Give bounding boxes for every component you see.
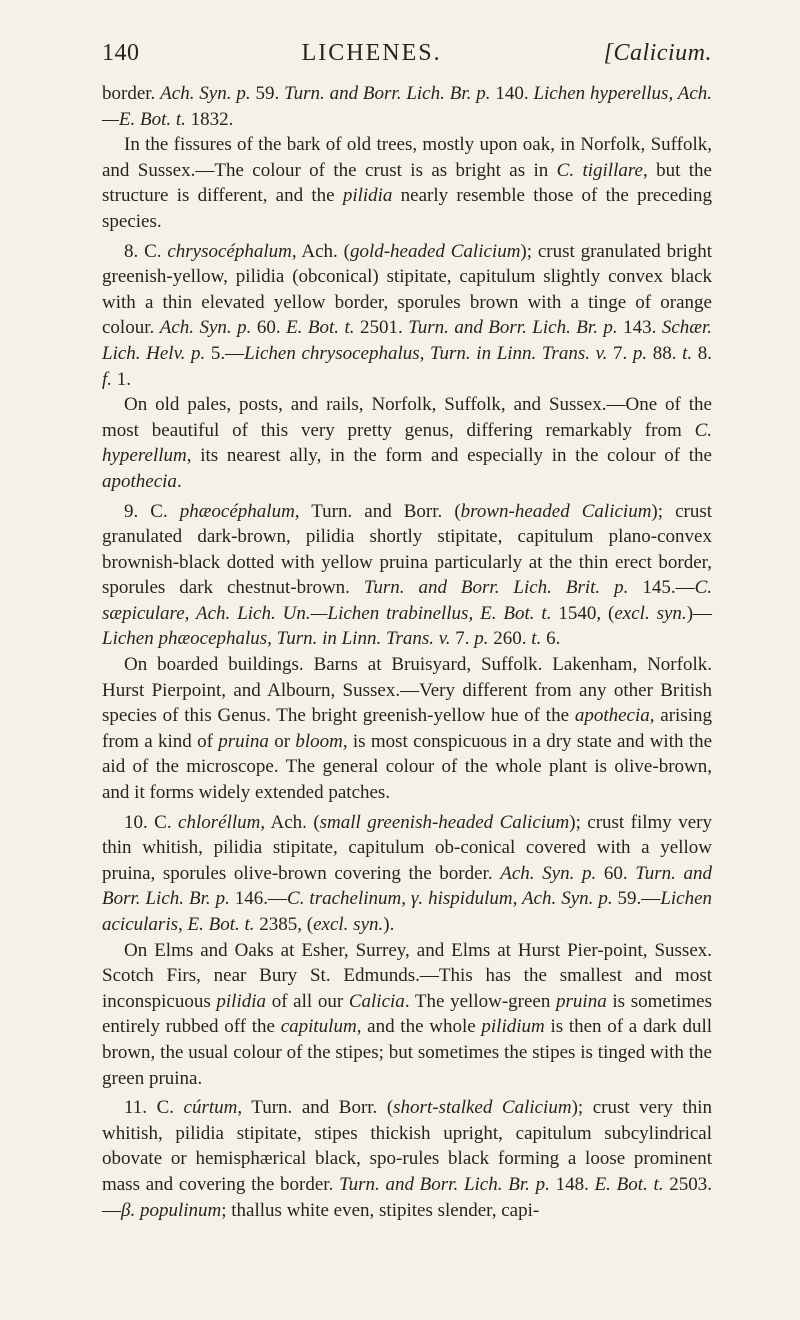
text-run: excl. syn. [313,914,384,935]
text-run: pruina [556,990,607,1012]
text-run: apothecia [102,470,177,492]
paragraph-p1 [102,81,712,132]
text-run: 1832. [185,108,234,130]
text-run: 140. [490,83,534,104]
paragraph-p8 [102,938,712,1092]
text-run: pilidium [481,1016,545,1038]
text-run: 6. [541,628,561,650]
paragraph-p2 [102,132,712,234]
text-run: E. Bot. t. [286,317,355,339]
text-run: C. tigillare [556,159,643,181]
text-run: ). [383,914,395,935]
text-run: 5.— [205,342,245,364]
text-run: p. [632,342,648,364]
text-run: 1. [112,368,132,390]
text-run: 60. [251,317,287,339]
text-run: 2501. [354,317,409,339]
text-run: chrysocéphalum [167,240,292,262]
text-run: β. populinum [121,1199,222,1221]
text-run: small greenish-headed Calicium [319,811,570,833]
text-run: Turn. and Borr. Lich. Br. p. [339,1173,550,1195]
text-run: , its nearest ally, in the form and especially in the colour of the [186,445,712,467]
text-run: ; thallus white even, stipites slender, capi- [221,1199,540,1221]
text-run: 8. C. [124,240,168,262]
text-run: ); crust granulated dark-brown, pilidia shortly stipitate, capitulum plano-convex brownish-black dotted with yellow pruina particularly at the thin erect border, sporules dark chestnut-brown. [102,500,712,599]
running-head [102,40,712,67]
text-run: C. trachelinum, γ. hispidulum, Ach. Syn. p. [287,888,613,910]
running-title: LICHENES. [301,40,442,66]
text-run: Calicia [348,990,405,1012]
text-run: , is most conspicuous in a dry state and with the aid of the microscope. The general colour of the whole plant is olive-brown, and it forms widely extended patches. [102,730,712,804]
text-run: 59.— [612,888,661,910]
paragraph-p3 [102,239,712,393]
text-run: 1540, ( [551,602,615,624]
text-run: t. [682,342,693,364]
text-run: 7. [607,342,633,364]
text-run: In the fissures of the bark of old trees, mostly upon oak, in Norfolk, Suffolk, and Sussex.—The colour of the crust is as bright as in [102,134,712,181]
text-run: 88. [647,342,683,364]
text-run: Lichen hyperellus, Ach.—E. Bot. t. [102,83,712,130]
text-run: of all our [266,990,349,1012]
text-run: t. [531,628,542,650]
text-run: C. sæpiculare, Ach. Lich. Un.—Lichen trabinellus, E. Bot. t. [102,577,713,624]
text-run: cúrtum [183,1097,238,1119]
text-run: 2385, ( [254,914,314,935]
text-run: ); crust very thin whitish, pilidia stipitate, stipes thickish upright, capitulum subcylindrical obovate or hemisphærical black, spo-rules black forming a loose prominent mass and covering the border. [102,1097,712,1195]
text-run: excl. syn. [614,602,687,624]
text-run: nearly resemble those of the preceding species. [102,185,712,232]
text-run: 60. [596,862,636,884]
text-run: E. Bot. t. [594,1173,664,1195]
text-run: 260. [488,628,532,650]
text-run: is then of a dark dull brown, the usual colour of the stipes; but sometimes the stipes is tinged with the green pruina. [102,1016,712,1089]
text-run: Lichen chrysocephalus, Turn. in Linn. Trans. v. [244,342,608,364]
text-run: ); crust granulated bright greenish-yellow, pilidia (obconical) stipitate, capitulum slightly convex black with a thin elevated yellow border, sporules brown with a tinge of orange colour. [102,240,713,339]
text-run: 10. C. [124,811,179,833]
text-run: , but the structure is different, and the [102,159,712,207]
text-run: is sometimes entirely rubbed off the [102,990,712,1038]
text-run: 148. [549,1173,595,1195]
text-run: p. [474,628,489,650]
text-run: Turn. and Borr. Lich. Br. p. [102,862,712,910]
text-run: Turn. and Borr. Lich. Br. p. [284,83,491,104]
text-run: Turn. and Borr. Lich. Br. p. [408,317,618,339]
text-run: 143. [617,317,662,339]
text-run: 146.— [229,888,288,910]
text-run: Schær. Lich. Helv. p. [102,317,712,364]
text-run: gold-headed Calicium [349,240,521,262]
text-run: apothecia [574,705,650,727]
text-run: chloréllum [178,811,261,833]
text-run: , Ach. ( [291,240,350,262]
body-text [102,81,712,1223]
text-run: )— [686,602,713,624]
text-run: Ach. Syn. p. [500,862,597,884]
text-run: border. [102,83,161,104]
text-run: f. [102,368,113,390]
section-label: [Calicium. [603,40,712,66]
text-run: , and the whole [356,1016,482,1038]
text-run: Ach. Syn. p. [160,83,251,104]
text-run: , Turn. and Borr. ( [294,500,461,522]
text-run: bloom [295,730,343,752]
text-run: 59. [250,83,285,104]
text-run: short-stalked Calicium [393,1097,572,1119]
text-run: pruina [218,730,269,752]
text-run: pilidia [216,990,267,1012]
text-run: 145.— [628,577,695,599]
text-run: 11. C. [124,1097,184,1119]
paragraph-p6 [102,652,712,806]
text-run: 8. [692,342,713,364]
text-run: On boarded buildings. Barns at Bruisyard, Suffolk. Lakenham, Norfolk. Hurst Pierpoint, and Albourn, Sussex.—Very different from any other British species of this Genus. The bright greenish-yellow hue of the [102,654,712,727]
paragraph-p7 [102,810,712,938]
text-run: C. hyperellum [102,419,712,467]
text-run: , Ach. ( [260,811,320,833]
text-run: . The yellow-green [404,990,557,1012]
text-run: pilidia [342,185,393,207]
text-run: On old pales, posts, and rails, Norfolk, Suffolk, and Sussex.—One of the most beautiful of this very pretty genus, differing remarkably from [102,394,712,441]
text-run: 9. C. [124,500,180,522]
text-run: On Elms and Oaks at Esher, Surrey, and Elms at Hurst Pier-point, Sussex. Scotch Firs, near Bury St. Edmunds.—This has the smallest and most inconspicuous [102,939,712,1012]
text-run: Lichen acicularis, E. Bot. t. [102,888,713,935]
text-run: 2503.— [102,1173,713,1221]
text-run: Turn. and Borr. Lich. Brit. p. [363,577,629,599]
text-run: , arising from a kind of [102,705,713,752]
text-run: , Turn. and Borr. ( [237,1097,394,1119]
text-run: brown-headed Calicium [460,500,652,522]
text-run: 7. [450,628,475,650]
text-run: capitulum [280,1016,357,1038]
paragraph-p9 [102,1095,712,1223]
text-run: . [176,470,182,492]
text-run: phæocéphalum [179,500,295,522]
text-run: Ach. Syn. p. [159,317,252,339]
text-run: ); crust filmy very thin whitish, pilidia stipitate, capitulum ob-conical covered with a yellow pruina, sporules olive-brown covering the border. [102,811,712,884]
page-number: 140 [102,40,140,66]
text-run: Lichen phæocephalus, Turn. in Linn. Trans. v. [102,628,451,650]
paragraph-p4 [102,392,712,494]
paragraph-p5 [102,499,712,653]
text-run: or [268,730,296,752]
